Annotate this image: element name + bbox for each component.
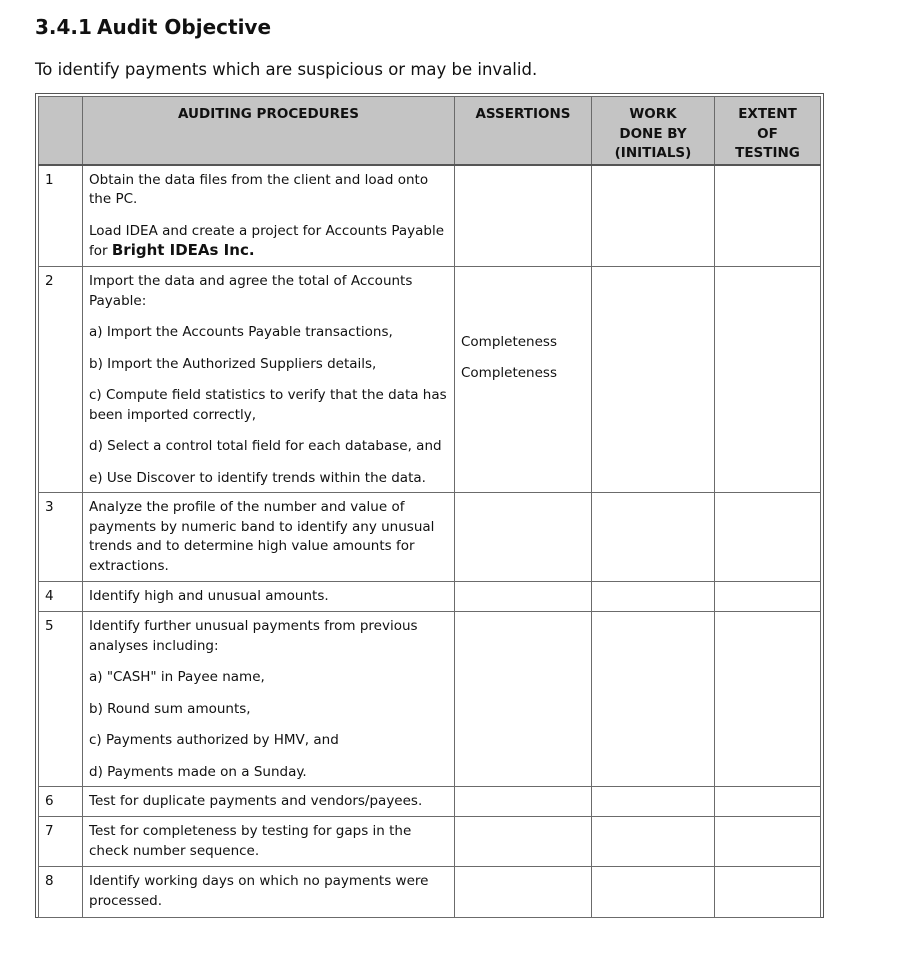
table-row bbox=[39, 582, 821, 612]
section-title: Audit Objective bbox=[97, 15, 272, 39]
header-work-done-by: WORK DONE BY (INITIALS) bbox=[592, 97, 715, 165]
work-done-cell bbox=[592, 612, 715, 787]
extent-cell bbox=[715, 867, 821, 918]
procedure-cell: Identify working days on which no payments were processed. bbox=[83, 867, 455, 918]
assertions-cell bbox=[455, 867, 592, 918]
extent-cell bbox=[715, 787, 821, 817]
extent-cell bbox=[715, 817, 821, 867]
header-number bbox=[39, 97, 83, 165]
row-number: 2 bbox=[39, 267, 83, 493]
extent-cell bbox=[715, 493, 821, 582]
work-done-cell bbox=[592, 493, 715, 582]
extent-cell bbox=[715, 267, 821, 493]
table-row bbox=[39, 867, 821, 918]
row-number: 4 bbox=[39, 582, 83, 612]
assertions-cell bbox=[455, 493, 592, 582]
assertions-cell bbox=[455, 612, 592, 787]
header-assertions: ASSERTIONS bbox=[455, 97, 592, 165]
work-done-cell bbox=[592, 165, 715, 267]
section-heading bbox=[35, 15, 271, 39]
work-done-cell bbox=[592, 817, 715, 867]
row-number: 3 bbox=[39, 493, 83, 582]
table-row bbox=[39, 612, 821, 787]
procedure-cell: Test for duplicate payments and vendors/payees. bbox=[83, 787, 455, 817]
procedure-cell: Obtain the data files from the client and load onto the PC. Load IDEA and create a project for Accounts Payable for Bright IDEAs Inc. bbox=[83, 165, 455, 267]
row-number: 5 bbox=[39, 612, 83, 787]
assertions-cell bbox=[455, 582, 592, 612]
row-number: 7 bbox=[39, 817, 83, 867]
assertions-cell bbox=[455, 787, 592, 817]
table-header-row bbox=[39, 97, 821, 165]
work-done-cell bbox=[592, 267, 715, 493]
assertions-cell bbox=[455, 165, 592, 267]
header-extent-of-testing: EXTENT OF TESTING bbox=[715, 97, 821, 165]
procedure-cell: Import the data and agree the total of Accounts Payable: a) Import the Accounts Payable transactions, b) Import the Authorized Suppliers details, c) Compute field statistics to verify that the data has been imported correctly, d) Select a control total field for each database, and e) Use Discover to identify trends within the data. bbox=[83, 267, 455, 493]
extent-cell bbox=[715, 612, 821, 787]
procedure-cell: Test for completeness by testing for gaps in the check number sequence. bbox=[83, 817, 455, 867]
table-row bbox=[39, 267, 821, 493]
procedure-cell: Identify high and unusual amounts. bbox=[83, 582, 455, 612]
work-done-cell bbox=[592, 582, 715, 612]
assertion-completeness: Completeness bbox=[461, 334, 557, 350]
assertions-cell bbox=[455, 267, 592, 493]
objective-text: To identify payments which are suspicious or may be invalid. bbox=[35, 60, 538, 79]
section-number: 3.4.1 bbox=[35, 15, 92, 39]
extent-cell bbox=[715, 165, 821, 267]
assertions-cell bbox=[455, 817, 592, 867]
extent-cell bbox=[715, 582, 821, 612]
procedure-cell: Identify further unusual payments from previous analyses including: a) "CASH" in Payee name, b) Round sum amounts, c) Payments authorized by HMV, and d) Payments made on a Sunday. bbox=[83, 612, 455, 787]
row-number: 8 bbox=[39, 867, 83, 918]
table-row bbox=[39, 817, 821, 867]
table-row bbox=[39, 787, 821, 817]
table-row bbox=[39, 493, 821, 582]
client-name: Bright IDEAs Inc. bbox=[111, 241, 255, 259]
header-auditing-procedures: AUDITING PROCEDURES bbox=[83, 97, 455, 165]
audit-procedures-table bbox=[35, 93, 824, 918]
work-done-cell bbox=[592, 867, 715, 918]
row-number: 6 bbox=[39, 787, 83, 817]
procedure-cell: Analyze the profile of the number and value of payments by numeric band to identify any unusual trends and to determine high value amounts for extractions. bbox=[83, 493, 455, 582]
row-number: 1 bbox=[39, 165, 83, 267]
table-row bbox=[39, 165, 821, 267]
work-done-cell bbox=[592, 787, 715, 817]
assertion-completeness: Completeness bbox=[461, 364, 557, 381]
